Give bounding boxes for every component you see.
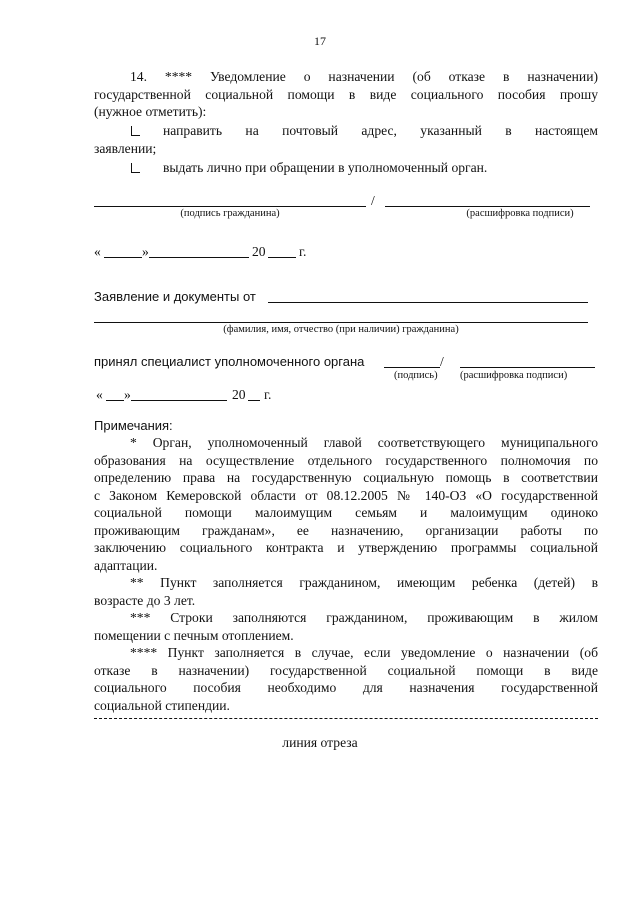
date-year-field[interactable]	[268, 257, 296, 258]
date2-year-suffix: г.	[264, 387, 272, 402]
date2-close-quote: »	[124, 387, 131, 402]
note-1-line: проживающим гражданам», ее назначению, организации работы по	[94, 522, 598, 538]
note-3-line: *** Строки заполняются гражданином, проживающим в жилом	[130, 610, 598, 625]
date2-day-field[interactable]	[106, 400, 124, 401]
specialist-decode-field[interactable]	[460, 367, 595, 368]
note-1-line: определению права на государственную социальную помощь в соответствии	[94, 470, 598, 485]
checkbox-issue-in-person[interactable]	[131, 163, 140, 173]
option-issue-label: выдать лично при обращении в уполномоченный орган.	[163, 160, 488, 175]
note-1-line: образования на осуществление отдельного государственного полномочия по	[94, 452, 598, 468]
note-1-line: заключению социального контракта и утверждению программы социальной	[94, 540, 598, 555]
note-4-line: отказе в назначении) государственной социальной помощи в виде	[94, 662, 598, 678]
date2-month-field[interactable]	[131, 400, 227, 401]
applicant-name-field[interactable]	[268, 302, 588, 303]
option-send-by-mail	[163, 122, 598, 140]
signature-separator: /	[371, 193, 375, 208]
date2-year-field[interactable]	[248, 400, 260, 401]
date-open-quote: «	[94, 244, 101, 259]
caption-fio: (фамилия, имя, отчество (при наличии) гражданина)	[223, 324, 459, 335]
specialist-signature-field[interactable]	[384, 367, 440, 368]
note-4-line: социального пособия необходимо для назначения государственной	[94, 680, 598, 695]
item-14-line: (нужное отметить):	[94, 104, 207, 119]
accepted-by-label: принял специалист уполномоченного органа	[94, 354, 365, 369]
caption-specialist-signature: (подпись)	[394, 370, 438, 381]
note-3	[94, 609, 598, 644]
page-number: 17	[314, 34, 326, 48]
note-1-line: социальной помощи малоимущим семьям и малоимущим одиноко	[94, 505, 598, 520]
signature-line[interactable]	[94, 206, 366, 207]
date-close-quote: »	[142, 244, 149, 259]
date-day-field[interactable]	[104, 257, 142, 258]
caption-specialist-decode: (расшифровка подписи)	[460, 370, 568, 381]
item-14-paragraph	[94, 68, 598, 121]
note-2-line: ** Пункт заполняется гражданином, имеющим ребенка (детей) в	[130, 575, 598, 590]
signature-decode-line[interactable]	[385, 206, 590, 207]
note-1-line: * Орган, уполномоченный главой соответствующего муниципального	[130, 435, 598, 450]
option-send-label: направить на почтовый адрес, указанный в настоящем	[163, 123, 598, 138]
date-year-prefix: 20	[252, 244, 266, 259]
note-1	[94, 434, 598, 574]
note-1-line: с Законом Кемеровской области от 08.12.2005 № 140-ОЗ «О государственной	[94, 487, 598, 503]
caption-signature-decode: (расшифровка подписи)	[466, 208, 574, 219]
date-month-field[interactable]	[149, 257, 249, 258]
checkbox-send-by-mail[interactable]	[131, 126, 140, 136]
note-1-line: адаптации.	[94, 557, 158, 573]
received-label: Заявление и документы от	[94, 289, 256, 304]
date-year-suffix: г.	[299, 244, 307, 259]
item-14-line: 14. **** Уведомление о назначении (об отказе в назначении)	[130, 69, 598, 84]
cut-line-label: линия отреза	[282, 735, 358, 750]
option-send-label-cont: заявлении;	[94, 141, 157, 156]
note-2	[94, 574, 598, 609]
cut-line-divider	[94, 718, 598, 719]
item-14-line: государственной социальной помощи в виде социального пособия прошу	[94, 86, 598, 102]
specialist-separator: /	[440, 354, 444, 369]
note-2-line: возрасте до 3 лет.	[94, 592, 196, 608]
caption-signature: (подпись гражданина)	[180, 208, 280, 219]
note-3-line: помещении с печным отоплением.	[94, 627, 294, 643]
date2-year-prefix: 20	[232, 387, 246, 402]
notes-heading: Примечания:	[94, 418, 173, 433]
date2-open-quote: «	[96, 387, 103, 402]
note-4-line: **** Пункт заполняется в случае, если уведомление о назначении (об	[130, 645, 598, 660]
applicant-name-field-cont[interactable]	[94, 322, 588, 323]
note-4	[94, 644, 598, 714]
note-4-line: социальной стипендии.	[94, 697, 230, 713]
